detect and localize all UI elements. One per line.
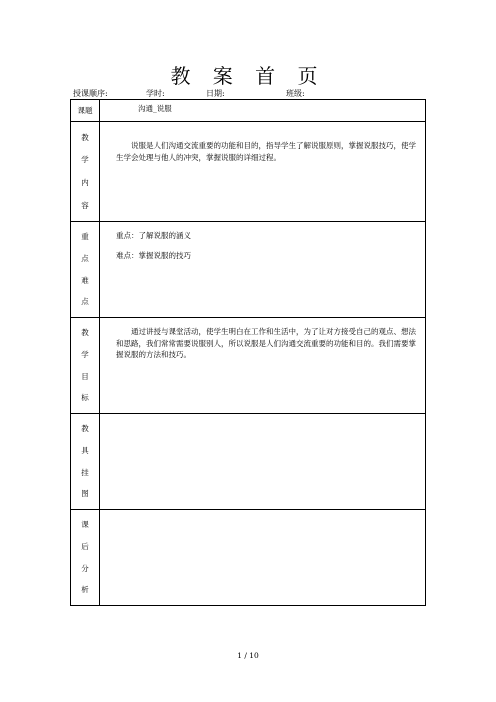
key-points-label-char: 点 [81,297,89,307]
content-label-char: 教 [81,132,89,142]
key-points-row [71,222,426,318]
content-row [71,122,426,222]
content-text: 说服是人们沟通交流重要的功能和目的，指导学生了解说服原则，掌握说服技巧，使学生学会处理与他人的冲突，掌握说服的详细过程。 [116,141,416,162]
subject-row [71,100,426,122]
key-points-label-cell [71,222,100,318]
page-title: 教 案 首 页 [170,64,326,88]
class-label: 班级: [286,89,305,98]
post-analysis-label-char: 分 [81,563,89,573]
teaching-aids-label-char: 教 [81,424,89,434]
page-number: 1 / 10 [237,651,259,660]
subject-label-cell [71,100,100,122]
key-points-text-cell [100,222,426,318]
key-points-label-char: 重 [81,232,89,242]
teaching-aids-label-char: 图 [81,489,89,499]
post-analysis-row [71,510,426,606]
content-label-char: 容 [81,200,89,210]
key-point-text: 重点：了解说服的涵义 [116,231,191,240]
post-analysis-label-cell [71,510,100,606]
date-label: 日期: [206,89,225,98]
class-hours-label: 学时: [146,89,165,98]
post-analysis-label-char: 课 [81,520,89,530]
content-text-cell [100,122,426,222]
content-label-char: 学 [81,155,89,165]
content-label-cell [71,122,100,222]
content-label-char: 内 [81,178,89,188]
subject-label: 课题 [77,105,93,115]
difficult-point-text: 难点：掌握说服的技巧 [116,250,191,260]
key-points-label-char: 点 [81,253,89,263]
objectives-label-char: 学 [81,349,89,359]
teaching-aids-label-char: 挂 [81,467,89,477]
objectives-label-char: 目 [81,371,89,381]
teaching-aids-text [100,414,425,424]
post-analysis-label-char: 析 [81,585,89,595]
teaching-aids-text-cell [100,414,426,510]
objectives-text: 通过讲授与课堂活动，使学生明白在工作和生活中，为了让对方接受自己的观点、想法和思路，我们常常需要说服别人，所以说服是人们沟通交流重要的功能和目的。我们需要掌握说服的方法和技巧。 [116,327,416,360]
objectives-label-cell [71,318,100,414]
post-analysis-text-cell [100,510,426,606]
subject-value-cell [100,100,426,122]
objectives-label-char: 标 [81,393,89,403]
subject-value: 沟通_说服 [138,104,172,113]
post-analysis-text [100,510,425,520]
objectives-text-cell [100,318,426,414]
teaching-aids-row [71,414,426,510]
key-points-label-char: 难 [81,275,89,285]
lesson-plan-table [70,99,426,606]
teaching-aids-label-cell [71,414,100,510]
objectives-label-char: 教 [81,328,89,338]
post-analysis-label-char: 后 [81,541,89,551]
objectives-row [71,318,426,414]
teaching-aids-label-char: 具 [81,445,89,455]
teaching-order-label: 授课顺序: [73,89,108,98]
